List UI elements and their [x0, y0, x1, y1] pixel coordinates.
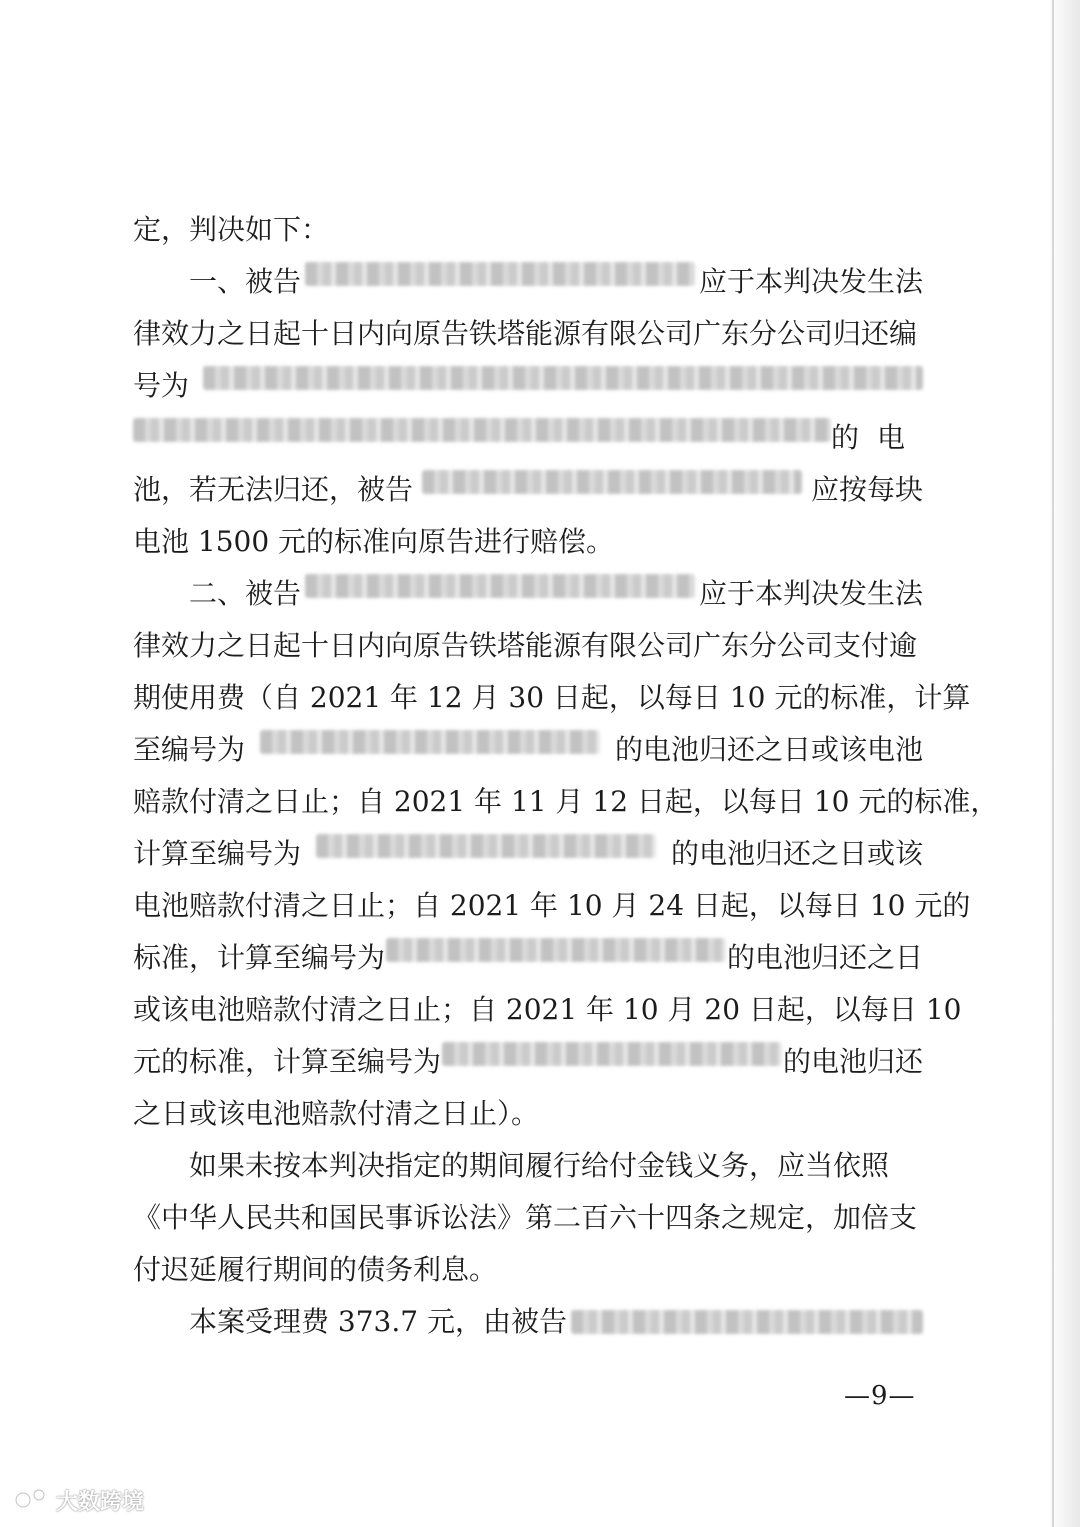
redacted-defendant-name [305, 262, 695, 286]
redacted-defendant-name [305, 574, 695, 598]
text-line: 一、被告 应于本判决发生法 [133, 262, 923, 302]
watermark-text: 大数跨境 [56, 1489, 145, 1515]
redacted-battery-number [260, 730, 600, 754]
text-line: 本案受理费 373.7 元，由被告 [133, 1302, 923, 1342]
text-line: 电池 1500 元的标准向原告进行赔偿。 [133, 525, 615, 558]
text-line: 律效力之日起十日内向原告铁塔能源有限公司广东分公司归还编 [133, 317, 918, 350]
text-line: 电池赔款付清之日止；自 2021 年 10 月 24 日起，以每日 10 元的 [133, 889, 971, 922]
redacted-battery-number [133, 418, 831, 442]
text-line: 付迟延履行期间的债务利息。 [133, 1253, 498, 1286]
watermark [14, 1480, 144, 1520]
page-edge-line [1052, 0, 1054, 1527]
text-line: 至编号为 的电池归还之日或该电池 [133, 730, 923, 770]
text-line: 《中华人民共和国民事诉讼法》第二百六十四条之规定，加倍支 [133, 1201, 918, 1234]
redacted-battery-number [442, 1042, 782, 1066]
text-line: 赔款付清之日止；自 2021 年 11 月 12 日起，以每日 10 元的标准， [133, 785, 999, 818]
text-line: 期使用费（自 2021 年 12 月 30 日起，以每日 10 元的标准，计算 [133, 681, 971, 714]
text-line: 定，判决如下： [133, 213, 330, 246]
text-line: 律效力之日起十日内向原告铁塔能源有限公司广东分公司支付逾 [133, 629, 918, 662]
text-line: 计算至编号为 的电池归还之日或该 [133, 834, 923, 874]
redacted-defendant-name [422, 470, 802, 494]
text-line: 元的标准，计算至编号为 的电池归还 [133, 1042, 923, 1082]
text-line: 或该电池赔款付清之日止；自 2021 年 10 月 20 日起，以每日 10 [133, 993, 962, 1026]
redacted-defendant-name [571, 1310, 923, 1334]
text-line: 之日或该电池赔款付清之日止）。 [133, 1097, 540, 1130]
redacted-battery-number [386, 938, 726, 962]
redacted-battery-number [316, 834, 656, 858]
text-line: 号为 [133, 366, 923, 406]
text-line: 的电 [133, 418, 923, 458]
text-line: 池，若无法归还，被告 应按每块 [133, 470, 923, 510]
redacted-battery-number [203, 366, 923, 390]
text-line: 标准，计算至编号为 的电池归还之日 [133, 938, 923, 978]
page-number: —9— [844, 1381, 916, 1411]
text-line: 如果未按本判决指定的期间履行给付金钱义务，应当依照 [189, 1149, 890, 1182]
text-line: 二、被告 应于本判决发生法 [133, 574, 923, 614]
logo-icon [14, 1485, 50, 1515]
